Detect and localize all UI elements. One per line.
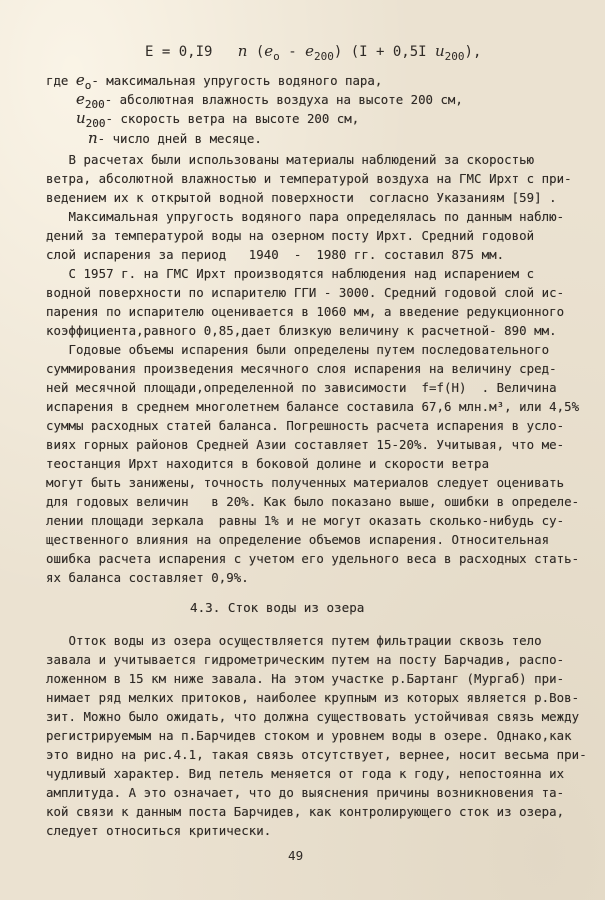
text-line: водной поверхности по испарителю ГГИ - 3000. Средний годовой слой ис- [46, 285, 565, 300]
text-line: коэффициента,равного 0,85,дает близкую величину к расчетной- 890 мм. [46, 323, 557, 338]
text-line: виях горных районов Средней Азии составляет 15-20%. Учитывая, что ме- [46, 437, 565, 452]
legend-text: - скорость ветра на высоте 200 см, [105, 111, 360, 126]
text-line: для годовых величин в 20%. Как было показано выше, ошибки в определе- [46, 494, 580, 509]
text-line: регистрируемым на п.Барчидев стоком и уровнем воды в озере. Однако,как [46, 728, 572, 743]
text-line: амплитуда. А это означает, что до выяснения причины возникновения та- [46, 785, 565, 800]
formula-minus: - [279, 44, 306, 60]
text-line: слой испарения за период 1940 - 1980 гг. составил 875 мм. [46, 247, 505, 262]
text-line: могут быть занижены, точность полученных материалов следует оценивать [46, 475, 565, 490]
legend-text: - абсолютная влажность воздуха на высоте 200 см, [104, 92, 463, 107]
evaporation-formula [145, 42, 481, 63]
legend-symbol: e [76, 90, 85, 108]
legend-sub: o [84, 79, 92, 92]
legend-text: - число дней в месяце. [97, 131, 262, 146]
formula-lhs: E = 0,I9 [145, 44, 213, 60]
formula-e200-sub: 200 [313, 50, 334, 63]
text-line: В расчетах были использованы материалы наблюдений за скоростью [46, 152, 535, 167]
legend-text: - максимальная упругость водяного пара, [91, 73, 383, 88]
text-line: Годовые объемы испарения были определены путем последовательного [46, 342, 550, 357]
text-line: следует относиться критически. [46, 823, 272, 838]
text-line: ветра, абсолютной влажностью и температурой воздуха на ГМС Ирхт с при- [46, 171, 572, 186]
text-line: кой связи к данным поста Барчидев, как контролирующего сток из озера, [46, 804, 565, 819]
formula-u-sub: 200 [444, 50, 465, 63]
text-line: Отток воды из озера осуществляется путем фильтрации сквозь тело [46, 633, 542, 648]
text-line: зит. Можно было ожидать, что должна существовать устойчивая связь между [46, 709, 580, 724]
text-line: ней месячной площади,определенной по зависимости f=f(H) . Величина [46, 380, 557, 395]
text-line: теостанция Ирхт находится в боковой долине и скорости ветра [46, 456, 490, 471]
formula-e0-sub: o [273, 50, 280, 63]
legend-symbol: n [88, 129, 98, 147]
text-line: суммы расходных статей баланса. Погрешность расчета испарения в усло- [46, 418, 565, 433]
text-line: испарения в среднем многолетнем балансе составила 67,6 млн.м³, или 4,5% [46, 399, 580, 414]
legend-prefix: где [46, 73, 76, 88]
formula-end: ), [464, 44, 482, 60]
formula-open: ( [247, 44, 265, 60]
formula-n: n [237, 42, 248, 60]
text-line: С 1957 г. на ГМС Ирхт производятся наблюдения над испарением с [46, 266, 535, 281]
text-line: суммирования произведения месячного слоя испарения на величину сред- [46, 361, 557, 376]
text-line: ошибка расчета испарения с учетом его удельного веса в расходных стать- [46, 551, 580, 566]
legend-sub: 200 [84, 98, 105, 111]
text-line: ях баланса составляет 0,9%. [46, 570, 249, 585]
legend-symbol: e [75, 71, 85, 89]
legend-symbol: u [76, 109, 86, 127]
text-line: ложенном в 15 км ниже завала. На этом участке р.Бартанг (Мургаб) при- [46, 671, 565, 686]
text-line: Максимальная упругость водяного пара определялась по данным наблю- [46, 209, 565, 224]
formula-mid: ) (I + 0,5I [333, 44, 435, 60]
page-number: 49 [288, 848, 304, 863]
text-line: ведением их к открытой водной поверхности согласно Указаниям [59] . [46, 190, 557, 205]
text-line: чудливый характер. Вид петель меняется от года к году, непостоянна их [46, 766, 565, 781]
legend-sub: 200 [85, 117, 106, 130]
formula-e200: e [305, 42, 314, 60]
legend-line-u200 [76, 110, 359, 132]
formula-u: u [435, 42, 445, 60]
text-line: щественного влияния на определение объемов испарения. Относительная [46, 532, 550, 547]
text-line: это видно на рис.4.1, такая связь отсутствует, вернее, носит весьма при- [46, 747, 587, 762]
legend-line-n [88, 130, 262, 147]
text-line: лении площади зеркала равны 1% и не могут оказать сколько-нибудь су- [46, 513, 565, 528]
text-line: дений за температурой воды на озерном посту Ирхт. Средний годовой [46, 228, 535, 243]
text-line: нимает ряд мелких притоков, наиболее крупным из которых является р.Вов- [46, 690, 580, 705]
section-heading: 4.3. Сток воды из озера [190, 600, 365, 615]
text-line: парения по испарителю оценивается в 1060 мм, а введение редукционного [46, 304, 565, 319]
formula-e0: e [264, 42, 274, 60]
text-line: завала и учитывается гидрометрическим путем на посту Барчадив, распо- [46, 652, 565, 667]
